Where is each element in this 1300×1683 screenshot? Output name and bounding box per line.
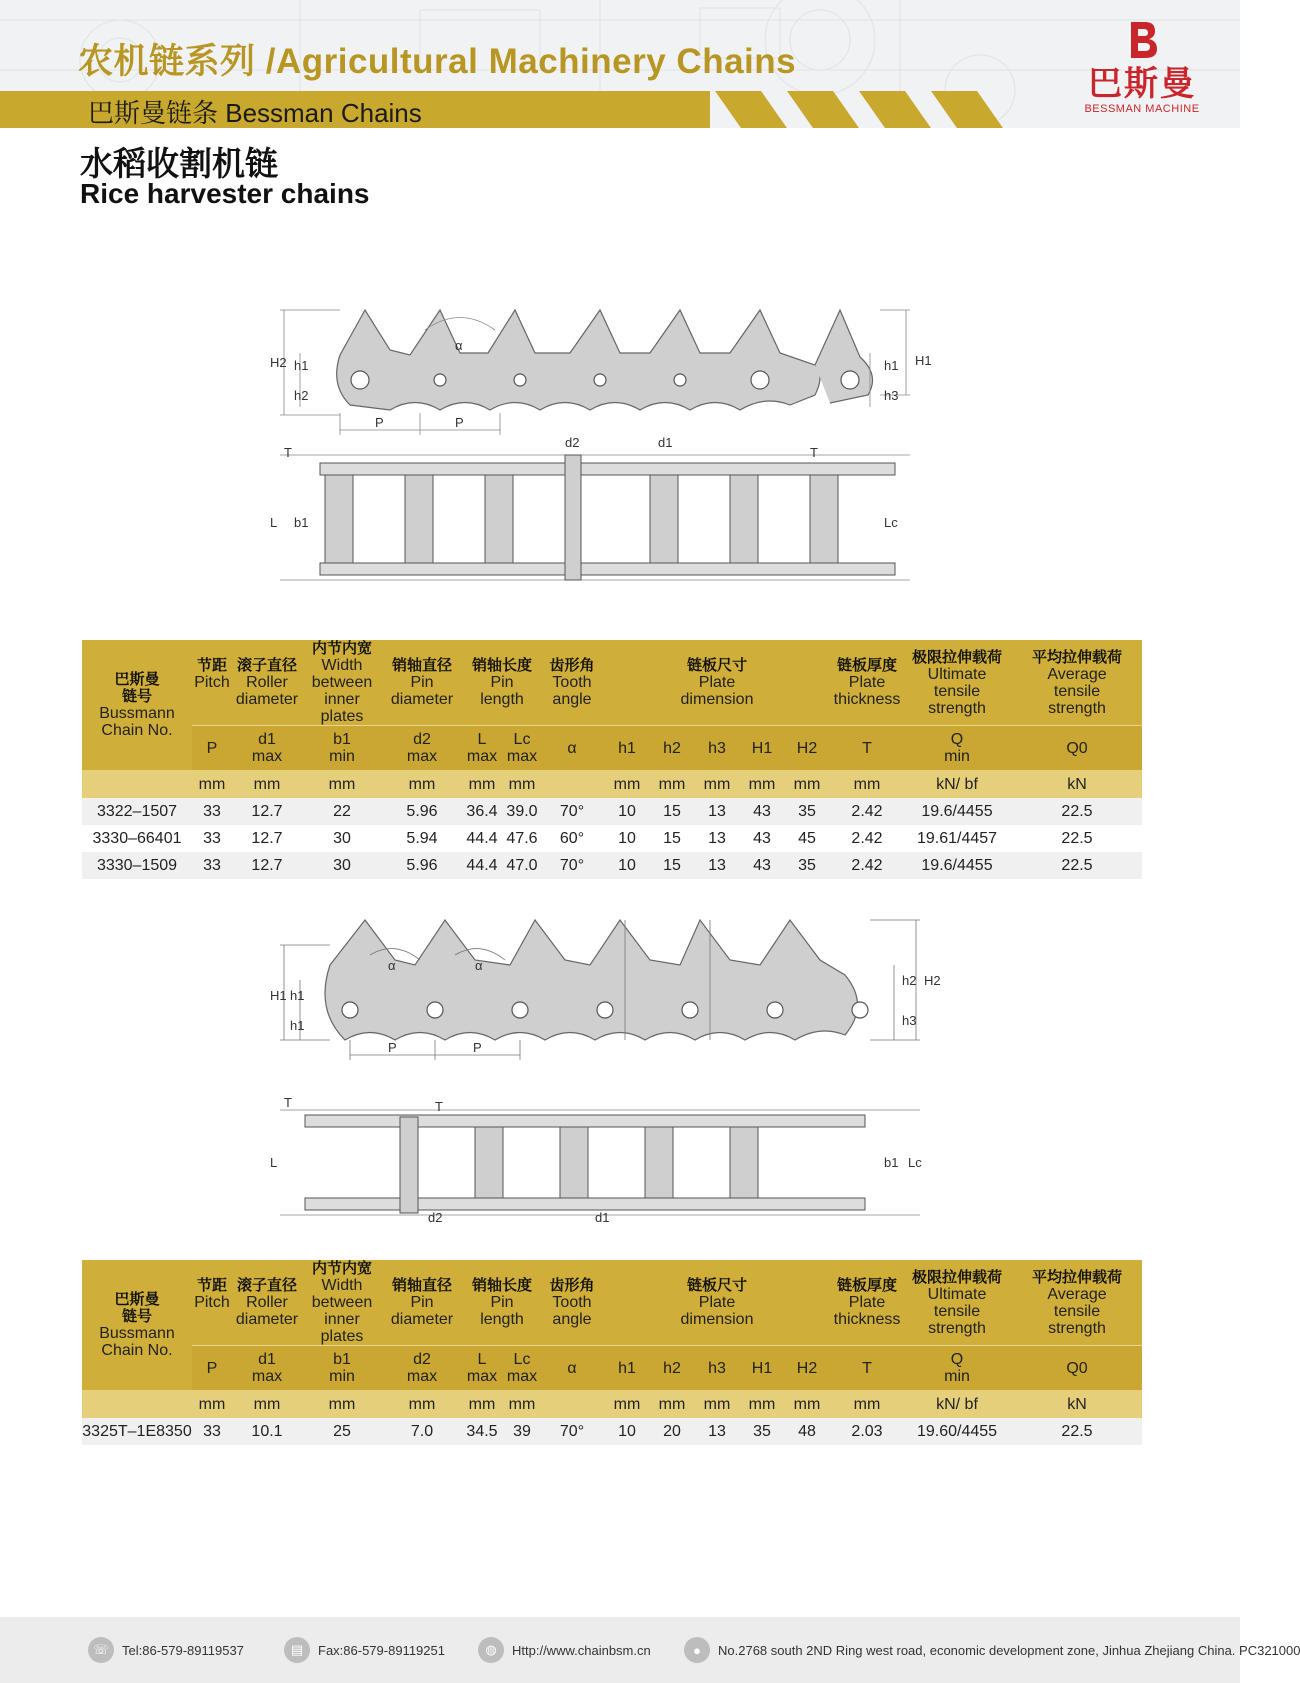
chain-drawing-2 bbox=[270, 915, 950, 1235]
cell: 10.1 bbox=[232, 1418, 302, 1445]
col-plate-thickness: 链板厚度 Plate thickness bbox=[832, 1260, 902, 1346]
cell: 44.4 bbox=[462, 825, 502, 852]
col-roller: 滚子直径 Roller diameter bbox=[232, 640, 302, 726]
dim-label-b1: b1 bbox=[294, 515, 309, 530]
table-row bbox=[82, 1418, 1142, 1445]
dim-label-H2: H2 bbox=[270, 355, 287, 370]
cell: 12.7 bbox=[232, 798, 302, 825]
unit-cell: mm bbox=[832, 770, 902, 798]
dim-label-alpha: α bbox=[455, 338, 463, 353]
dim-label-h1: h1 bbox=[290, 1018, 305, 1033]
cell: 22 bbox=[302, 798, 382, 825]
cell: 13 bbox=[692, 1418, 742, 1445]
footer-tel bbox=[88, 1617, 244, 1683]
cell: 3325T–1E8350 bbox=[82, 1418, 192, 1445]
symbol-cell: h3 bbox=[692, 1346, 742, 1391]
cell: 44.4 bbox=[462, 852, 502, 879]
cell: 2.42 bbox=[832, 825, 902, 852]
cell: 43 bbox=[742, 798, 782, 825]
cell: 43 bbox=[742, 852, 782, 879]
unit-cell: mm bbox=[382, 1390, 462, 1418]
unit-cell: mm bbox=[302, 770, 382, 798]
symbol-cell: Q min bbox=[902, 726, 1012, 771]
symbol-cell: H1 bbox=[742, 726, 782, 771]
cell: 33 bbox=[192, 1418, 232, 1445]
logo-b-icon bbox=[1125, 20, 1159, 60]
section-title-en: Rice harvester chains bbox=[80, 178, 370, 209]
symbol-cell: d1 max bbox=[232, 726, 302, 771]
dim-label-T: T bbox=[435, 1099, 443, 1114]
cell: 70° bbox=[542, 852, 602, 879]
cell: 43 bbox=[742, 825, 782, 852]
toothed-plate-outline bbox=[337, 310, 820, 410]
cell: 39.0 bbox=[502, 798, 542, 825]
toothed-plate-outline bbox=[325, 920, 858, 1040]
symbol-cell: Lc max bbox=[502, 726, 542, 771]
cell: 60° bbox=[542, 825, 602, 852]
col-plate-dimension: 链板尺寸 Plate dimension bbox=[602, 1260, 832, 1346]
unit-cell: kN bbox=[1012, 770, 1142, 798]
unit-cell: mm bbox=[692, 1390, 742, 1418]
spec-table-2 bbox=[82, 1260, 1142, 1445]
spec-table-1 bbox=[82, 640, 1142, 879]
symbol-cell: L max bbox=[462, 1346, 502, 1391]
dim-label-P: P bbox=[375, 415, 384, 430]
cell: 5.96 bbox=[382, 852, 462, 879]
cell: 2.03 bbox=[832, 1418, 902, 1445]
cell: 47.0 bbox=[502, 852, 542, 879]
chain-top-view bbox=[280, 1110, 920, 1215]
cell: 22.5 bbox=[1012, 798, 1142, 825]
cell: 12.7 bbox=[232, 825, 302, 852]
cell: 19.61/4457 bbox=[902, 825, 1012, 852]
cell: 15 bbox=[652, 825, 692, 852]
cell: 10 bbox=[602, 825, 652, 852]
cell: 5.94 bbox=[382, 825, 462, 852]
symbol-cell: d2 max bbox=[382, 1346, 462, 1391]
symbol-cell: b1 min bbox=[302, 1346, 382, 1391]
cell: 48 bbox=[782, 1418, 832, 1445]
unit-cell: mm bbox=[232, 1390, 302, 1418]
dim-label-Lc: Lc bbox=[908, 1155, 922, 1170]
cell: 5.96 bbox=[382, 798, 462, 825]
location-icon: ● bbox=[684, 1637, 710, 1663]
section-title-cn: 水稻收割机链 bbox=[80, 145, 278, 182]
tel-text: Tel:86-579-89119537 bbox=[122, 1642, 244, 1658]
table-row bbox=[82, 825, 1142, 852]
cell: 35 bbox=[742, 1418, 782, 1445]
symbol-cell: h3 bbox=[692, 726, 742, 771]
chain-top-view bbox=[280, 455, 910, 580]
symbol-cell: Q0 bbox=[1012, 726, 1142, 771]
col-tooth-angle: 齿形角 Tooth angle bbox=[542, 640, 602, 726]
cell: 15 bbox=[652, 852, 692, 879]
col-ultimate-strength: 极限拉伸载荷 Ultimate tensile strength bbox=[902, 640, 1012, 726]
dim-label-T: T bbox=[284, 445, 292, 460]
symbol-cell: d1 max bbox=[232, 1346, 302, 1391]
dim-label-T-right: T bbox=[810, 445, 818, 460]
unit-cell: mm bbox=[462, 1390, 502, 1418]
page-title: 农机链系列 /Agricultural Machinery Chains bbox=[78, 42, 797, 81]
cell: 45 bbox=[782, 825, 832, 852]
unit-cell bbox=[82, 770, 192, 798]
cell: 70° bbox=[542, 798, 602, 825]
dim-label-L: L bbox=[270, 515, 278, 530]
cell: 35 bbox=[782, 798, 832, 825]
phone-icon: ☏ bbox=[88, 1637, 114, 1663]
dim-label-P: P bbox=[455, 415, 464, 430]
cell: 19.6/4455 bbox=[902, 798, 1012, 825]
cell: 47.6 bbox=[502, 825, 542, 852]
cell: 25 bbox=[302, 1418, 382, 1445]
unit-cell: mm bbox=[302, 1390, 382, 1418]
dim-label-d2: d2 bbox=[428, 1210, 443, 1225]
brand-logo bbox=[1072, 20, 1212, 120]
col-plate-thickness: 链板厚度 Plate thickness bbox=[832, 640, 902, 726]
col-chain-no: 巴斯曼 链号 Bussmann Chain No. bbox=[82, 640, 192, 770]
page-footer bbox=[0, 1617, 1300, 1683]
cell: 39 bbox=[502, 1418, 542, 1445]
web-link[interactable]: Http://www.chainbsm.cn bbox=[512, 1642, 651, 1658]
cell: 7.0 bbox=[382, 1418, 462, 1445]
cell: 13 bbox=[692, 852, 742, 879]
symbol-cell: T bbox=[832, 726, 902, 771]
cell: 35 bbox=[782, 852, 832, 879]
dim-label-alpha: α bbox=[388, 958, 396, 973]
dim-label-b1: b1 bbox=[884, 1155, 899, 1170]
symbol-cell: Lc max bbox=[502, 1346, 542, 1391]
cell: 33 bbox=[192, 852, 232, 879]
col-average-strength: 平均拉伸载荷 Average tensile strength bbox=[1012, 1260, 1142, 1346]
col-plate-dimension: 链板尺寸 Plate dimension bbox=[602, 640, 832, 726]
fax-icon: ▤ bbox=[284, 1637, 310, 1663]
cell: 13 bbox=[692, 825, 742, 852]
unit-cell: mm bbox=[652, 1390, 692, 1418]
dim-label-h1: h1 bbox=[290, 988, 305, 1003]
col-ultimate-strength: 极限拉伸载荷 Ultimate tensile strength bbox=[902, 1260, 1012, 1346]
cell: 10 bbox=[602, 798, 652, 825]
symbol-cell: P bbox=[192, 1346, 232, 1391]
unit-cell: kN/ bf bbox=[902, 770, 1012, 798]
unit-cell: mm bbox=[652, 770, 692, 798]
dim-label-H1: H1 bbox=[270, 988, 287, 1003]
col-width: 内节内宽 Width between inner plates bbox=[302, 1260, 382, 1346]
col-pin-length: 销轴长度 Pin length bbox=[462, 1260, 542, 1346]
dim-label-P: P bbox=[388, 1040, 397, 1055]
col-chain-no: 巴斯曼 链号 Bussmann Chain No. bbox=[82, 1260, 192, 1390]
cell: 12.7 bbox=[232, 852, 302, 879]
col-average-strength: 平均拉伸载荷 Average tensile strength bbox=[1012, 640, 1142, 726]
col-roller: 滚子直径 Roller diameter bbox=[232, 1260, 302, 1346]
symbol-cell: P bbox=[192, 726, 232, 771]
col-width: 内节内宽 Width between inner plates bbox=[302, 640, 382, 726]
unit-cell bbox=[82, 1390, 192, 1418]
chain-drawing-1 bbox=[270, 295, 950, 595]
dim-label-H2: H2 bbox=[924, 973, 941, 988]
cell: 70° bbox=[542, 1418, 602, 1445]
footer-web[interactable] bbox=[478, 1617, 651, 1683]
unit-cell: mm bbox=[692, 770, 742, 798]
globe-icon: ◍ bbox=[478, 1637, 504, 1663]
page-header bbox=[0, 0, 1240, 128]
dim-label-h2: h2 bbox=[902, 973, 917, 988]
cell: 22.5 bbox=[1012, 825, 1142, 852]
col-pin-diameter: 销轴直径 Pin diameter bbox=[382, 640, 462, 726]
cell: 10 bbox=[602, 852, 652, 879]
dim-label-d1: d1 bbox=[658, 435, 673, 450]
cell: 13 bbox=[692, 798, 742, 825]
symbol-cell: L max bbox=[462, 726, 502, 771]
unit-cell: kN/ bf bbox=[902, 1390, 1012, 1418]
dim-label-d1: d1 bbox=[595, 1210, 610, 1225]
symbol-cell: H1 bbox=[742, 1346, 782, 1391]
band-subtitle: 巴斯曼链条 Bessman Chains bbox=[88, 98, 422, 128]
dim-label-alpha: α bbox=[475, 958, 483, 973]
logo-english-name: BESSMAN MACHINE bbox=[1084, 103, 1200, 115]
dim-label-h1-right: h1 bbox=[884, 358, 899, 373]
unit-cell: mm bbox=[502, 1390, 542, 1418]
cell: 22.5 bbox=[1012, 852, 1142, 879]
cell: 3330–1509 bbox=[82, 852, 192, 879]
unit-cell: mm bbox=[602, 770, 652, 798]
cell: 33 bbox=[192, 798, 232, 825]
unit-cell: mm bbox=[502, 770, 542, 798]
footer-fax bbox=[284, 1617, 445, 1683]
unit-cell: mm bbox=[192, 770, 232, 798]
symbol-cell: b1 min bbox=[302, 726, 382, 771]
symbol-cell: T bbox=[832, 1346, 902, 1391]
cell: 2.42 bbox=[832, 798, 902, 825]
cell: 19.6/4455 bbox=[902, 852, 1012, 879]
cell: 3330–66401 bbox=[82, 825, 192, 852]
cell: 33 bbox=[192, 825, 232, 852]
cell: 34.5 bbox=[462, 1418, 502, 1445]
unit-cell: mm bbox=[782, 770, 832, 798]
dim-label-h3: h3 bbox=[884, 388, 899, 403]
unit-cell bbox=[542, 1390, 602, 1418]
dim-label-h3: h3 bbox=[902, 1013, 917, 1028]
cell: 20 bbox=[652, 1418, 692, 1445]
footer-address bbox=[684, 1617, 1300, 1683]
col-pin-length: 销轴长度 Pin length bbox=[462, 640, 542, 726]
table-row bbox=[82, 852, 1142, 879]
unit-cell: mm bbox=[462, 770, 502, 798]
symbol-cell: d2 max bbox=[382, 726, 462, 771]
cell: 30 bbox=[302, 825, 382, 852]
symbol-cell: h2 bbox=[652, 1346, 692, 1391]
symbol-cell: α bbox=[542, 726, 602, 771]
dim-label-L: L bbox=[270, 1155, 278, 1170]
symbol-cell: H2 bbox=[782, 726, 832, 771]
unit-cell: mm bbox=[382, 770, 462, 798]
cell: 10 bbox=[602, 1418, 652, 1445]
col-pitch: 节距 Pitch bbox=[192, 1260, 232, 1346]
cell: 22.5 bbox=[1012, 1418, 1142, 1445]
cell: 2.42 bbox=[832, 852, 902, 879]
symbol-cell: h2 bbox=[652, 726, 692, 771]
cell: 30 bbox=[302, 852, 382, 879]
dim-label-Lc: Lc bbox=[884, 515, 898, 530]
unit-cell: mm bbox=[782, 1390, 832, 1418]
dim-label-d2: d2 bbox=[565, 435, 580, 450]
unit-cell: mm bbox=[192, 1390, 232, 1418]
col-pin-diameter: 销轴直径 Pin diameter bbox=[382, 1260, 462, 1346]
dim-label-h2: h2 bbox=[294, 388, 309, 403]
unit-cell: mm bbox=[832, 1390, 902, 1418]
unit-cell: kN bbox=[1012, 1390, 1142, 1418]
unit-cell: mm bbox=[602, 1390, 652, 1418]
symbol-cell: Q min bbox=[902, 1346, 1012, 1391]
unit-cell bbox=[542, 770, 602, 798]
symbol-cell: Q0 bbox=[1012, 1346, 1142, 1391]
dim-label-P: P bbox=[473, 1040, 482, 1055]
symbol-cell: h1 bbox=[602, 1346, 652, 1391]
cell: 19.60/4455 bbox=[902, 1418, 1012, 1445]
dim-label-T: T bbox=[284, 1095, 292, 1110]
table-row bbox=[82, 798, 1142, 825]
col-tooth-angle: 齿形角 Tooth angle bbox=[542, 1260, 602, 1346]
dim-label-H1: H1 bbox=[915, 353, 932, 368]
unit-cell: mm bbox=[742, 1390, 782, 1418]
cell: 36.4 bbox=[462, 798, 502, 825]
unit-cell: mm bbox=[742, 770, 782, 798]
fax-text: Fax:86-579-89119251 bbox=[318, 1642, 445, 1658]
col-pitch: 节距 Pitch bbox=[192, 640, 232, 726]
address-text: No.2768 south 2ND Ring west road, economic development zone, Jinhua Zhejiang China. PC321000 bbox=[718, 1642, 1300, 1658]
dim-label-h1: h1 bbox=[294, 358, 309, 373]
symbol-cell: h1 bbox=[602, 726, 652, 771]
logo-chinese-name: 巴斯曼 bbox=[1088, 65, 1196, 103]
cell: 3322–1507 bbox=[82, 798, 192, 825]
cell: 15 bbox=[652, 798, 692, 825]
symbol-cell: H2 bbox=[782, 1346, 832, 1391]
symbol-cell: α bbox=[542, 1346, 602, 1391]
unit-cell: mm bbox=[232, 770, 302, 798]
